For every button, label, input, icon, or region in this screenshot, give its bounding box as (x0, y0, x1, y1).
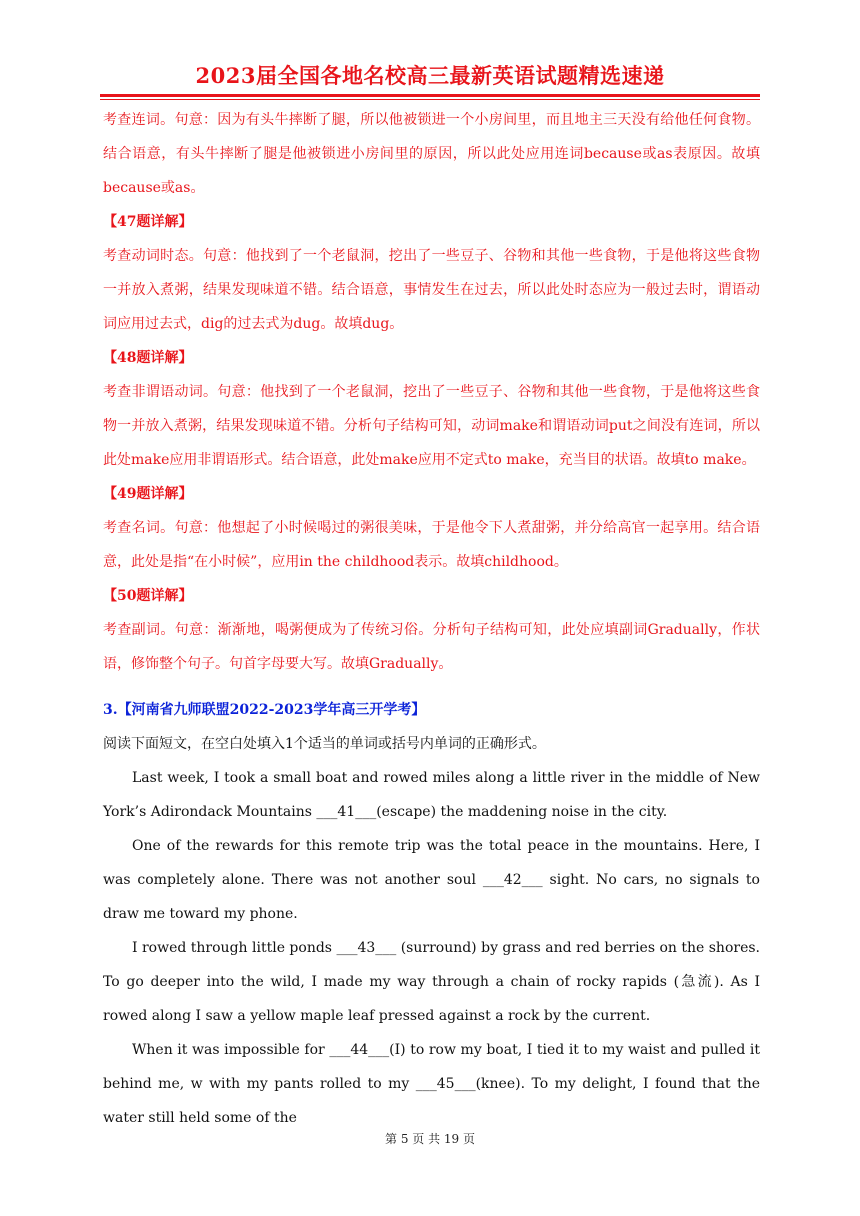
answer-heading-50: 【50题详解】 (103, 588, 193, 604)
header-rule-thin (100, 99, 760, 100)
answer-explanation-48: 考查非谓语动词。句意：他找到了一个老鼠洞，挖出了一些豆子、谷物和其他一些食物，于是他将这些食物一并放入煮粥，结果发现味道不错。分析句子结构可知，动词make和谓语动词put之间没有连词，所以此处make应用非谓语形式。结合语意，此处make应用不定式to make，充当目的状语。故填to make。 (103, 384, 760, 468)
section-3-instruction: 阅读下面短文，在空白处填入1个适当的单词或括号内单词的正确形式。 (103, 736, 546, 752)
passage-paragraph-2: One of the rewards for this remote trip was the total peace in the mountains. Here, I was completely alone. There was not another soul ___42___ sight. No cars, no signals to draw me toward my phone. (103, 838, 760, 922)
document-body (103, 103, 760, 1135)
answer-heading-49: 【49题详解】 (103, 486, 193, 502)
passage-paragraph-3: I rowed through little ponds ___43___ (surround) by grass and red berries on the shores. To go deeper into the wild, I made my way through a chain of rocky rapids (急流). As I rowed along I saw a yellow maple leaf pressed against a rock by the current. (103, 940, 760, 1024)
answer-heading-47: 【47题详解】 (103, 214, 193, 230)
answer-heading-48: 【48题详解】 (103, 350, 193, 366)
answer-explanation-46: 考查连词。句意：因为有头牛摔断了腿，所以他被锁进一个小房间里，而且地主三天没有给他任何食物。结合语意，有头牛摔断了腿是他被锁进小房间里的原因，所以此处应用连词because或as表原因。故填because或as。 (103, 112, 760, 196)
passage-paragraph-1: Last week, I took a small boat and rowed miles along a little river in the middle of New York’s Adirondack Mountains ___41___(escape) the maddening noise in the city. (103, 770, 760, 820)
answer-explanation-49: 考查名词。句意：他想起了小时候喝过的粥很美味，于是他令下人煮甜粥，并分给高官一起享用。结合语意，此处是指“在小时候”，应用in the childhood表示。故填childhood。 (103, 520, 760, 570)
section-3-title: 3.【河南省九师联盟2022-2023学年高三开学考】 (103, 702, 426, 718)
answer-explanation-47: 考查动词时态。句意：他找到了一个老鼠洞，挖出了一些豆子、谷物和其他一些食物，于是他将这些食物一并放入煮粥，结果发现味道不错。结合语意，事情发生在过去，所以此处时态应为一般过去时，谓语动词应用过去式，dig的过去式为dug。故填dug。 (103, 248, 760, 332)
header-rule-thick (100, 94, 760, 97)
passage-paragraph-4: When it was impossible for ___44___(I) to row my boat, I tied it to my waist and pulled it behind me, w with my pants rolled to my ___45___(knee). To my delight, I found that the water still held some of the (103, 1042, 760, 1126)
answer-explanation-50: 考查副词。句意：渐渐地，喝粥便成为了传统习俗。分析句子结构可知，此处应填副词Gradually，作状语，修饰整个句子。句首字母要大写。故填Gradually。 (103, 622, 760, 672)
page-number: 第 5 页 共 19 页 (385, 1132, 475, 1146)
page-header-title: 2023届全国各地名校高三最新英语试题精选速递 (195, 63, 665, 88)
